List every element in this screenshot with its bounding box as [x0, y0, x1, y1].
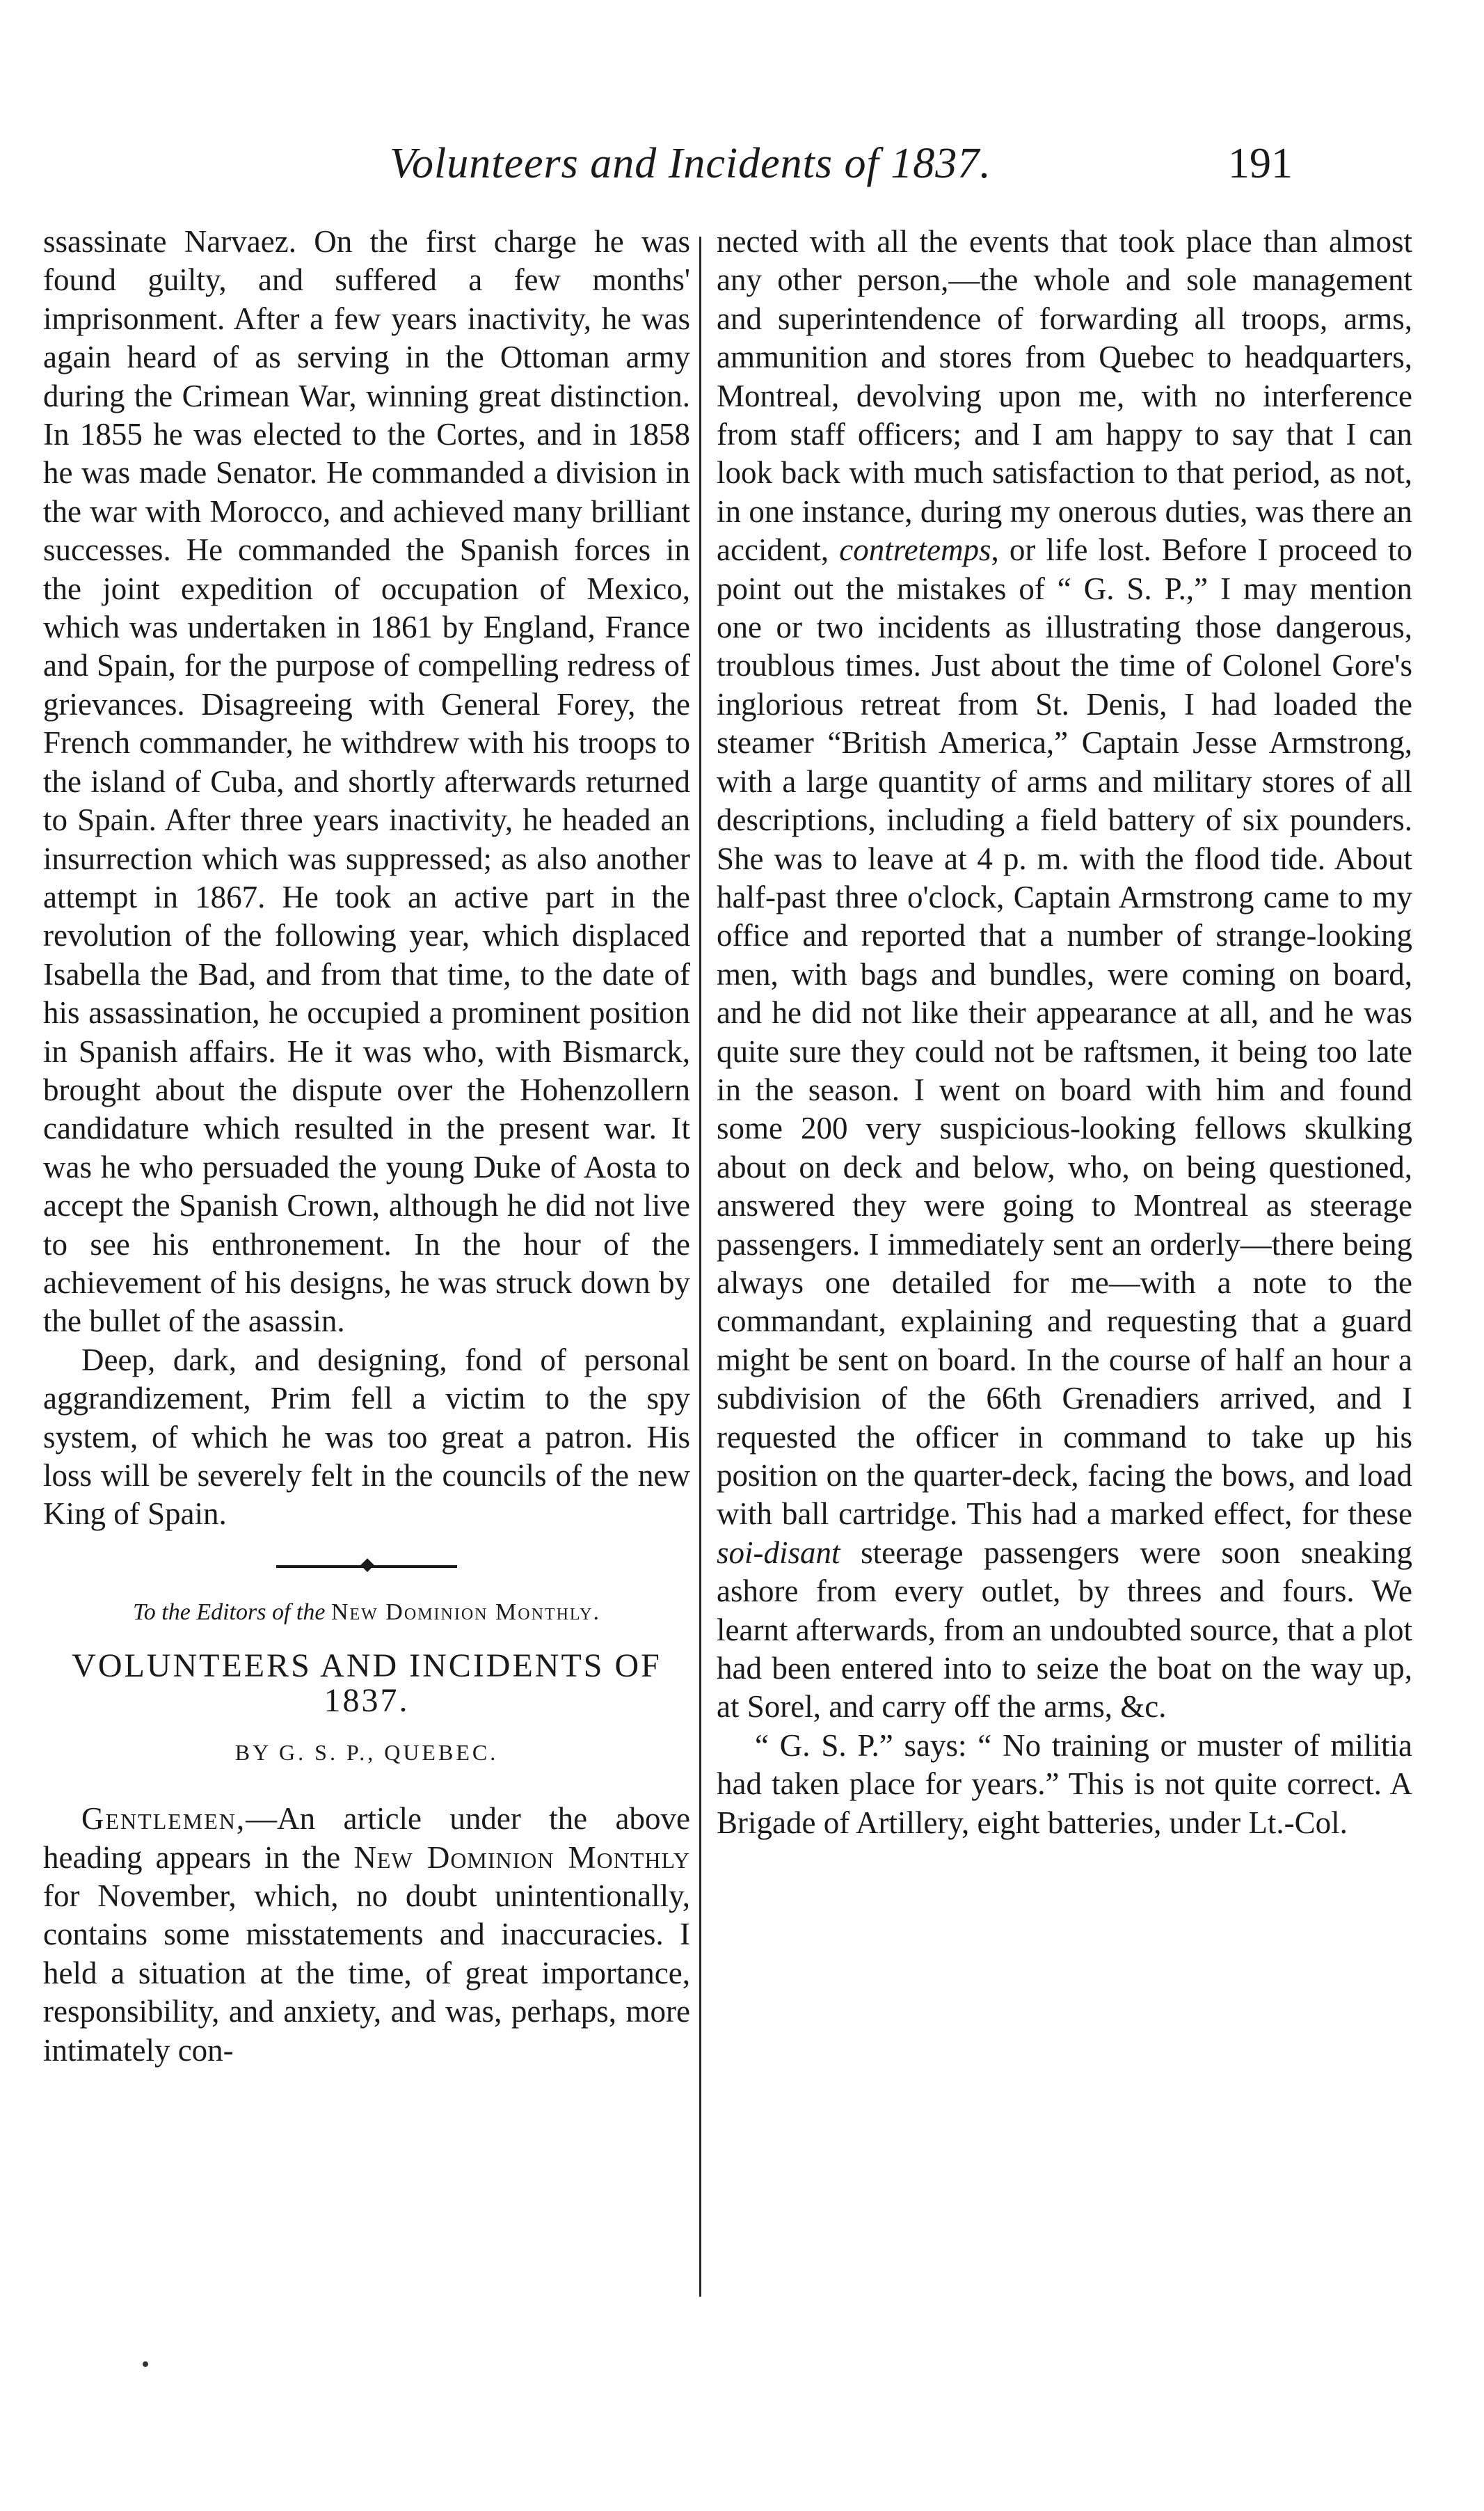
- editors-prefix: To the Editors of the: [133, 1599, 326, 1625]
- prim-conclusion-paragraph: Deep, dark, and designing, fond of personal aggrandizement, Prim fell a victim to the spy system, of which he was too great a patron. His loss will be severely felt in the councils of the new King of Spain.: [43, 1342, 690, 1532]
- letter-opening-paragraph: [43, 1800, 690, 2070]
- continuation-text-c: steerage passengers were soon sneaking ashore from every outlet, by threes and fours. We learnt afterwards, from an undoubted source, that a plot had been entered into to seize the boat on the way up, at Sorel, and carry off the arms, &c.: [717, 1535, 1412, 1725]
- editors-address-line: [43, 1597, 690, 1628]
- section-divider-ornament: [276, 1565, 457, 1568]
- soi-disant-term: soi-disant: [717, 1535, 840, 1570]
- continuation-text-a: nected with all the events that took place than almost any other person,—the whole and sole management and superintendence of forwarding all troops, arms, ammunition and stores from Quebec to headquarters, Montreal, devolving upon me, with no interference from staff officers; and I am happy to say that I can look back with much satisfaction to that period, as not, in one instance, during my onerous duties, was there an accident,: [717, 224, 1412, 568]
- ink-speck: [143, 2361, 148, 2367]
- letter-continuation-paragraph: [717, 223, 1412, 1727]
- running-title: Volunteers and Incidents of 1837.: [390, 140, 991, 187]
- letter-opening-text-b: for November, which, no doubt unintentionally, contains some misstatements and inaccuracies. I held a situation at the time, of great importance, responsibility, and anxiety, and was, perhaps, more intimately con-: [43, 1878, 690, 2068]
- salutation: Gentlemen,: [81, 1801, 246, 1837]
- left-column: [43, 223, 690, 2070]
- magazine-reference: New Dominion Monthly: [353, 1839, 691, 1875]
- letter-opening-text-a: —An article under the above heading appears in the: [43, 1801, 690, 1875]
- article-title: VOLUNTEERS AND INCIDENTS OF 1837.: [72, 1647, 662, 1719]
- column-divider-rule: [699, 237, 701, 2297]
- gsp-quote-paragraph: “ G. S. P.” says: “ No training or muster of militia had taken place for years.” This is not quite correct. A Brigade of Artillery, eight batteries, under Lt.-Col.: [717, 1727, 1412, 1840]
- continuation-text-b: , or life lost. Before I proceed to point out the mistakes of “ G. S. P.,” I may mention one or two incidents as illustrating those dangerous, troublous times. Just about the time of Colonel Gore's inglorious retreat from St. Denis, I had loaded the steamer “British America,” Captain Jesse Armstrong, with a large quantity of arms and military stores of all descriptions, including a field battery of six pounders. She was to leave at 4 p. m. with the flood tide. About half-past three o'clock, Captain Armstrong came to my office and reported that a number of strange-looking men, with bags and bundles, were coming on board, and he did not like their appearance at all, and he was quite sure they could not be raftsmen, it being too late in the season. I went on board with him and found some 200 very suspicious-looking fellows skulking about on deck and below, who, on being questioned, answered they were going to Montreal as steerage passengers. I immediately sent an orderly—there being always one detailed for me—with a note to the commandant, explaining and requesting that a guard might be sent on board. In the course of half an hour a subdivision of the 66th Grenadiers arrived, and I requested the officer in command to take up his position on the quarter-deck, facing the bows, and load with ball cartridge. This had a marked effect, for these: [717, 532, 1413, 1532]
- page-number: 191: [1228, 140, 1293, 187]
- page-header: [0, 139, 1484, 202]
- contretemps-term: contretemps: [839, 532, 991, 568]
- magazine-name: New Dominion Monthly.: [330, 1599, 600, 1625]
- article-byline: BY G. S. P., QUEBEC.: [234, 1739, 499, 1765]
- right-column: [717, 223, 1412, 1842]
- prim-biography-paragraph: ssassinate Narvaez. On the first charge he was found guilty, and suffered a few months' imprisonment. After a few years inactivity, he was again heard of as serving in the Ottoman army during the Crimean War, winning great distinction. In 1855 he was elected to the Cortes, and in 1858 he was made Senator. He commanded a division in the war with Morocco, and achieved many brilliant successes. He commanded the Spanish forces in the joint expedition of occupation of Mexico, which was undertaken in 1861 by England, France and Spain, for the purpose of compelling redress of grievances. Disagreeing with General Forey, the French commander, he withdrew with his troops to the island of Cuba, and shortly afterwards returned to Spain. After three years inactivity, he headed an insurrection which was suppressed; as also another attempt in 1867. He took an active part in the revolution of the following year, which displaced Isabella the Bad, and from that time, to the date of his assassination, he occupied a prominent position in Spanish affairs. He it was who, with Bismarck, brought about the dispute over the Hohenzollern candidature which resulted in the present war. It was he who persuaded the young Duke of Aosta to accept the Spanish Crown, although he did not live to see his enthronement. In the hour of the achievement of his designs, he was struck down by the bullet of the asassin.: [43, 224, 690, 1339]
